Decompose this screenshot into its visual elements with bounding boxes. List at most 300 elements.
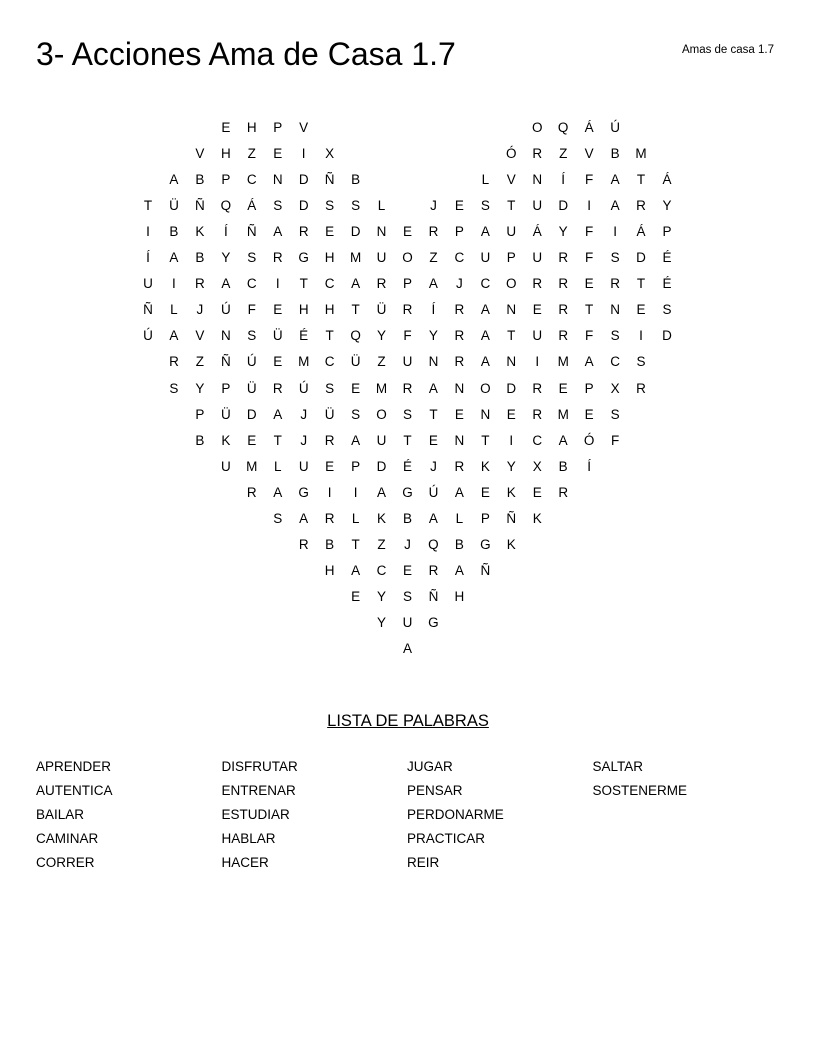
grid-letter: B [325,536,335,552]
grid-letter: Ú [428,484,439,500]
grid-letter: V [195,328,205,344]
grid-letter: X [610,380,620,396]
grid-letter: E [454,406,464,422]
grid-letter: Q [220,198,232,214]
grid-letter: Z [195,354,205,370]
grid-letter: U [402,354,413,370]
grid-letter: R [298,224,309,240]
grid-letter: G [428,614,439,630]
grid-letter: R [636,198,646,214]
grid-letter: I [639,328,643,344]
grid-letter: Ü [350,354,361,370]
grid-letter: K [532,510,542,526]
grid-letter: R [636,380,646,396]
grid-letter: T [325,328,334,344]
grid-letter: J [300,432,308,448]
grid-letter: Ú [220,302,231,318]
grid-letter: Á [636,224,646,240]
grid-letter: Z [377,536,386,552]
grid-letter: Ú [143,328,153,344]
word-list-item: SALTAR [592,759,644,774]
grid-letter: T [636,276,646,292]
word-list-item: ENTRENAR [221,783,296,798]
grid-letter: Í [431,302,436,318]
word-list-item: CORRER [36,855,95,870]
grid-letter: J [300,406,308,422]
grid-letter: F [585,328,594,344]
grid-letter: P [273,120,283,135]
word-list-item: AUTENTICA [36,783,113,798]
grid-letter: K [506,536,516,552]
grid-letter: S [247,250,257,266]
grid-letter: É [662,250,672,266]
grid-letter: C [610,354,620,370]
grid-letter: Y [662,198,672,214]
grid-letter: T [351,302,360,318]
grid-letter: E [532,484,542,500]
word-list-item: REIR [407,855,440,870]
grid-letter: H [324,250,335,266]
word-list-item: PENSAR [407,783,463,798]
grid-letter: R [532,380,543,396]
grid-letter: F [585,172,594,188]
grid-letter: P [195,406,205,422]
grid-letter: M [557,406,569,422]
grid-letter: E [532,302,542,318]
grid-letter: Ñ [195,198,205,214]
grid-letter: C [324,276,335,292]
grid-letter: H [324,302,335,318]
grid-letter: R [298,536,309,552]
grid-letter: T [481,432,490,448]
grid-letter: A [584,354,594,370]
grid-letter: P [221,380,231,396]
grid-letter: I [587,198,592,214]
grid-letter: R [376,276,387,292]
grid-letter: T [507,198,516,214]
grid-letter: N [506,354,517,370]
grid-letter: A [169,250,179,266]
grid-letter: F [610,432,620,448]
grid-letter: E [558,380,568,396]
grid-letter: R [402,302,413,318]
grid-letter: H [298,302,309,318]
grid-letter: R [454,458,465,474]
grid-letter: N [272,172,283,188]
grid-letter: Ñ [428,588,439,604]
grid-letter: B [610,146,620,162]
grid-letter: A [480,354,490,370]
grid-letter: Ñ [506,510,517,526]
grid-letter: R [558,328,569,344]
grid-letter: D [350,224,361,240]
grid-letter: E [636,302,646,318]
grid-letter: N [220,328,231,344]
grid-letter: Í [561,172,566,188]
grid-letter: Q [557,120,569,135]
grid-letter: I [353,484,358,500]
grid-letter: Ü [324,406,335,422]
grid-letter: P [480,510,490,526]
grid-letter: L [481,172,490,188]
grid-letter: T [429,406,438,422]
grid-letter: A [299,510,309,526]
grid-letter: D [298,172,309,188]
grid-letter: I [535,354,540,370]
grid-letter: Á [247,198,257,214]
grid-letter: P [662,224,672,240]
grid-letter: P [506,250,516,266]
grid-letter: R [428,224,439,240]
grid-letter: C [246,172,257,188]
grid-letter: S [325,380,335,396]
grid-letter: P [584,380,594,396]
grid-letter: Y [377,614,387,630]
grid-letter: A [454,484,464,500]
grid-letter: U [298,458,309,474]
grid-letter: E [402,224,412,240]
grid-letter: K [377,510,387,526]
grid-letter: T [299,276,308,292]
grid-letter: J [404,536,411,552]
grid-letter: Ñ [143,302,153,318]
grid-letter: A [273,406,283,422]
grid-letter: N [376,224,387,240]
grid-letter: S [351,198,361,214]
grid-letter: A [480,328,490,344]
grid-letter: E [428,432,438,448]
word-list-item: HABLAR [221,831,276,846]
grid-letter: S [169,380,179,396]
grid-letter: E [325,458,335,474]
grid-letter: L [455,510,464,526]
word-list-item: CAMINAR [36,831,99,846]
grid-letter: L [273,458,282,474]
grid-letter: P [351,458,361,474]
word-list-item: DISFRUTAR [221,759,298,774]
grid-letter: U [376,432,387,448]
grid-letter: U [220,458,231,474]
grid-letter: Ó [583,432,595,448]
grid-letter: S [662,302,672,318]
grid-letter: Y [377,588,387,604]
grid-letter: Y [506,458,516,474]
grid-letter: P [221,172,231,188]
grid-letter: Ú [246,354,257,370]
grid-letter: E [454,198,464,214]
grid-letter: R [532,406,543,422]
grid-letter: Ü [220,406,231,422]
grid-letter: Á [532,224,542,240]
grid-letter: A [610,172,620,188]
grid-letter: I [613,224,617,240]
word-list-heading: LISTA DE PALABRAS [327,712,489,730]
grid-letter: U [532,250,543,266]
grid-letter: S [325,198,335,214]
grid-letter: B [195,172,205,188]
grid-letter: D [246,406,257,422]
grid-letter: Ñ [324,172,335,188]
grid-letter: R [558,250,569,266]
grid-letter: A [428,276,438,292]
grid-letter: N [454,380,465,396]
grid-letter: O [531,120,543,135]
grid-letter: É [299,328,309,344]
grid-letter: J [456,276,463,292]
grid-letter: B [402,510,412,526]
grid-letter: S [480,198,490,214]
grid-letter: O [480,380,491,396]
grid-letter: R [454,328,465,344]
grid-letter: Ñ [220,354,231,370]
grid-letter: J [430,198,437,214]
grid-letter: B [195,432,205,448]
grid-letter: S [247,328,257,344]
grid-letter: L [170,302,178,318]
grid-letter: G [298,250,309,266]
grid-letter: S [610,406,620,422]
grid-letter: H [454,588,465,604]
grid-letter: E [506,406,516,422]
grid-letter: Y [558,224,568,240]
grid-letter: L [377,198,386,214]
grid-letter: R [272,380,283,396]
grid-letter: O [376,406,387,422]
grid-letter: I [146,224,150,240]
grid-letter: B [454,536,464,552]
grid-letter: K [480,458,490,474]
grid-letter: F [585,250,594,266]
word-list-item: BAILAR [36,807,85,822]
grid-letter: Q [428,536,439,552]
grid-letter: R [558,484,569,500]
grid-letter: D [506,380,517,396]
grid-letter: Y [195,380,205,396]
grid-letter: G [402,484,413,500]
grid-letter: N [610,302,620,318]
grid-letter: C [324,354,335,370]
grid-letter: A [273,224,283,240]
word-list-item: PRACTICAR [407,831,486,846]
grid-letter: R [402,380,413,396]
page-subtitle: Amas de casa 1.7 [681,44,774,56]
grid-letter: E [402,562,412,578]
grid-letter: F [247,302,256,318]
grid-letter: D [298,198,309,214]
grid-letter: Í [146,250,150,266]
page-title: 3- Acciones Ama de Casa 1.7 [36,36,456,72]
grid-letter: D [558,198,569,214]
grid-letter: S [402,588,412,604]
grid-letter: R [428,562,439,578]
grid-letter: E [221,120,231,135]
grid-letter: P [402,276,412,292]
grid-letter: K [221,432,231,448]
grid-letter: Z [247,146,256,162]
grid-letter: U [402,614,413,630]
grid-letter: Ó [506,146,517,162]
grid-letter: A [351,432,361,448]
grid-letter: R [246,484,257,500]
grid-letter: Ü [246,380,257,396]
grid-letter: C [246,276,257,292]
grid-letter: S [636,354,646,370]
grid-letter: C [480,276,491,292]
grid-letter: I [327,484,332,500]
grid-letter: Z [377,354,386,370]
grid-letter: E [273,354,283,370]
grid-letter: T [351,536,360,552]
grid-letter: R [272,250,283,266]
grid-letter: H [324,562,335,578]
grid-letter: C [532,432,543,448]
grid-letter: A [558,432,568,448]
grid-letter: H [220,146,231,162]
grid-letter: Ü [169,198,179,214]
grid-letter: N [428,354,439,370]
grid-letter: Ü [376,302,387,318]
word-list-item: SOSTENERME [592,783,688,798]
grid-letter: I [301,146,306,162]
grid-letter: É [662,276,672,292]
grid-letter: J [430,458,437,474]
grid-letter: A [610,198,620,214]
grid-letter: R [532,146,543,162]
grid-letter: N [506,302,517,318]
grid-letter: A [221,276,231,292]
grid-letter: S [610,250,620,266]
word-list [36,756,786,886]
grid-letter: E [351,380,361,396]
grid-letter: U [143,276,153,292]
grid-letter: I [172,276,176,292]
grid-letter: D [662,328,672,344]
grid-letter: S [273,198,283,214]
grid-letter: A [351,562,361,578]
grid-letter: C [454,250,465,266]
grid-letter: D [376,458,387,474]
word-list-item: HACER [221,855,269,870]
grid-letter: M [375,380,388,396]
grid-letter: A [402,641,412,656]
grid-letter: Q [350,328,361,344]
grid-letter: K [506,484,516,500]
grid-letter: Í [587,458,592,474]
grid-letter: M [557,354,569,370]
grid-letter: U [506,224,517,240]
grid-letter: N [454,432,465,448]
grid-letter: G [298,484,309,500]
word-list-item: ESTUDIAR [221,807,290,822]
grid-letter: D [636,250,646,266]
grid-letter: Y [221,250,231,266]
grid-letter: B [195,250,205,266]
grid-letter: E [325,224,335,240]
grid-letter: T [585,302,594,318]
grid-letter: J [196,302,204,318]
grid-letter: R [532,276,543,292]
grid-letter: R [558,302,569,318]
word-list-item: PERDONARME [407,807,504,822]
grid-letter: U [532,328,543,344]
grid-letter: R [324,510,335,526]
grid-letter: Í [223,224,228,240]
grid-letter: R [558,276,569,292]
grid-letter: U [480,250,491,266]
grid-letter: N [532,172,543,188]
grid-letter: N [480,406,491,422]
grid-letter: Á [584,120,594,135]
grid-letter: H [246,120,257,135]
grid-letter: T [507,328,516,344]
grid-letter: O [506,276,517,292]
grid-letter: M [635,146,647,162]
grid-letter: R [454,302,465,318]
grid-letter: P [454,224,464,240]
grid-letter: Z [559,146,568,162]
grid-letter: A [377,484,387,500]
grid-letter: Ú [610,120,620,135]
grid-letter: F [403,328,412,344]
grid-letter: Ñ [246,224,257,240]
grid-letter: Ñ [480,562,491,578]
grid-letter: R [195,276,205,292]
grid-letter: A [428,510,438,526]
grid-letter: E [273,146,283,162]
grid-letter: M [298,354,310,370]
grid-letter: V [506,172,516,188]
grid-letter: T [143,198,153,214]
grid-letter: R [324,432,335,448]
grid-letter: Á [662,172,672,188]
grid-letter: V [195,146,205,162]
grid-letter: S [351,406,361,422]
grid-letter: A [169,172,179,188]
grid-letter: Y [377,328,387,344]
grid-letter: L [351,510,360,526]
grid-letter: E [351,588,361,604]
grid-letter: S [610,328,620,344]
grid-letter: Z [429,250,438,266]
grid-letter: U [376,250,387,266]
grid-letter: E [247,432,257,448]
grid-letter: B [169,224,179,240]
grid-letter: A [169,328,179,344]
grid-letter: V [299,120,309,135]
grid-letter: A [273,484,283,500]
grid-letter: A [454,562,464,578]
word-list-item: APRENDER [36,759,112,774]
grid-letter: E [273,302,283,318]
grid-letter: E [584,406,594,422]
grid-letter: Ü [272,328,283,344]
grid-letter: A [428,380,438,396]
grid-letter: K [195,224,205,240]
grid-letter: B [558,458,568,474]
grid-letter: É [402,458,412,474]
grid-letter: Ú [298,380,309,396]
grid-letter: V [584,146,594,162]
grid-letter: T [403,432,412,448]
grid-letter: E [584,276,594,292]
grid-letter: A [480,302,490,318]
grid-letter: I [509,432,514,448]
grid-letter: E [480,484,490,500]
grid-letter: X [325,146,335,162]
grid-letter: S [402,406,412,422]
grid-letter: R [454,354,465,370]
grid-letter: R [610,276,620,292]
